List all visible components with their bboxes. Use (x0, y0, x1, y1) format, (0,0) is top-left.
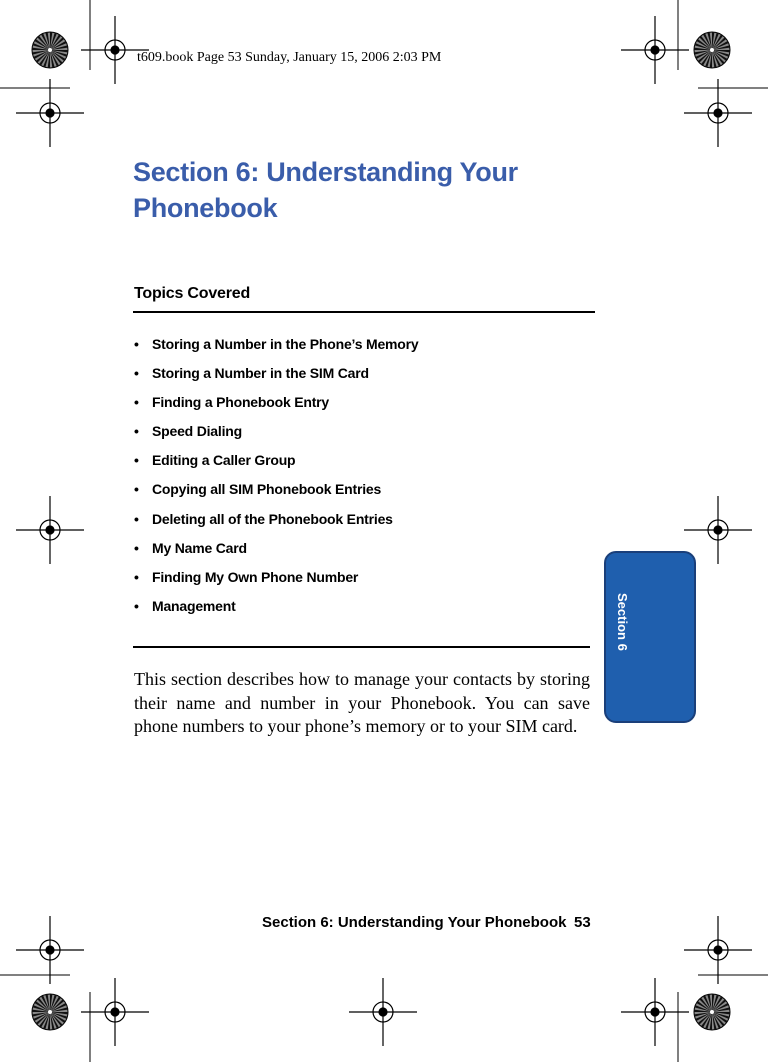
bullet: • (134, 481, 139, 498)
crosshair-mark (16, 496, 84, 564)
bullet: • (134, 568, 139, 585)
bullet: • (134, 597, 139, 614)
crosshair-mark (684, 496, 752, 564)
list-item (134, 505, 594, 534)
topics-list (134, 330, 594, 621)
topic-label: Management (152, 597, 236, 614)
intro-paragraph: This section describes how to manage your contacts by storing their name and number in your Phonebook. You can save phone numbers to your phone’s memory or to your SIM card. (134, 669, 590, 736)
crosshair-mark (684, 79, 752, 147)
crosshair-mark (621, 978, 689, 1046)
bullet: • (134, 452, 139, 469)
footer-section-title: Section 6: Understanding Your Phonebook (262, 914, 567, 931)
starburst-mark (32, 32, 68, 68)
page-number: 53 (574, 914, 591, 931)
topic-label: Storing a Number in the Phone’s Memory (152, 336, 419, 352)
topic-label: Finding a Phonebook Entry (152, 394, 330, 411)
file-info-header: t609.book Page 53 Sunday, January 15, 2006 2:03 PM (137, 50, 442, 65)
crosshair-mark (621, 16, 689, 84)
topics-heading: Topics Covered (134, 285, 251, 302)
crosshair-mark (16, 79, 84, 147)
topics-bottom-rule (133, 646, 590, 648)
bullet: • (134, 394, 139, 411)
list-item (134, 534, 594, 563)
crosshair-mark (684, 916, 752, 984)
list-item (134, 417, 594, 446)
crosshair-mark (81, 978, 149, 1046)
list-item (134, 446, 594, 475)
crosshair-mark (349, 978, 417, 1046)
bullet: • (134, 365, 139, 382)
topic-label: Copying all SIM Phonebook Entries (152, 481, 382, 498)
bullet: • (134, 539, 139, 556)
starburst-mark (694, 994, 730, 1030)
topic-label: My Name Card (152, 539, 247, 556)
section-tab (604, 551, 696, 723)
list-item (134, 388, 594, 417)
list-item (134, 330, 594, 359)
topic-label: Speed Dialing (152, 423, 242, 440)
starburst-mark (694, 32, 730, 68)
crosshair-mark (16, 916, 84, 984)
topic-label: Editing a Caller Group (152, 452, 296, 469)
section-tab-label: Section 6 (615, 593, 630, 651)
list-item (134, 563, 594, 592)
topics-top-rule (133, 311, 595, 313)
list-item (134, 592, 594, 621)
starburst-mark (32, 994, 68, 1030)
list-item (134, 475, 594, 504)
list-item (134, 359, 594, 388)
page-title: Section 6: Understanding Your Phonebook (133, 157, 518, 223)
bullet: • (134, 336, 139, 352)
bullet: • (134, 510, 139, 527)
bullet: • (134, 423, 139, 440)
topic-label: Deleting all of the Phonebook Entries (152, 510, 393, 527)
topic-label: Finding My Own Phone Number (152, 568, 359, 585)
topic-label: Storing a Number in the SIM Card (152, 365, 369, 382)
